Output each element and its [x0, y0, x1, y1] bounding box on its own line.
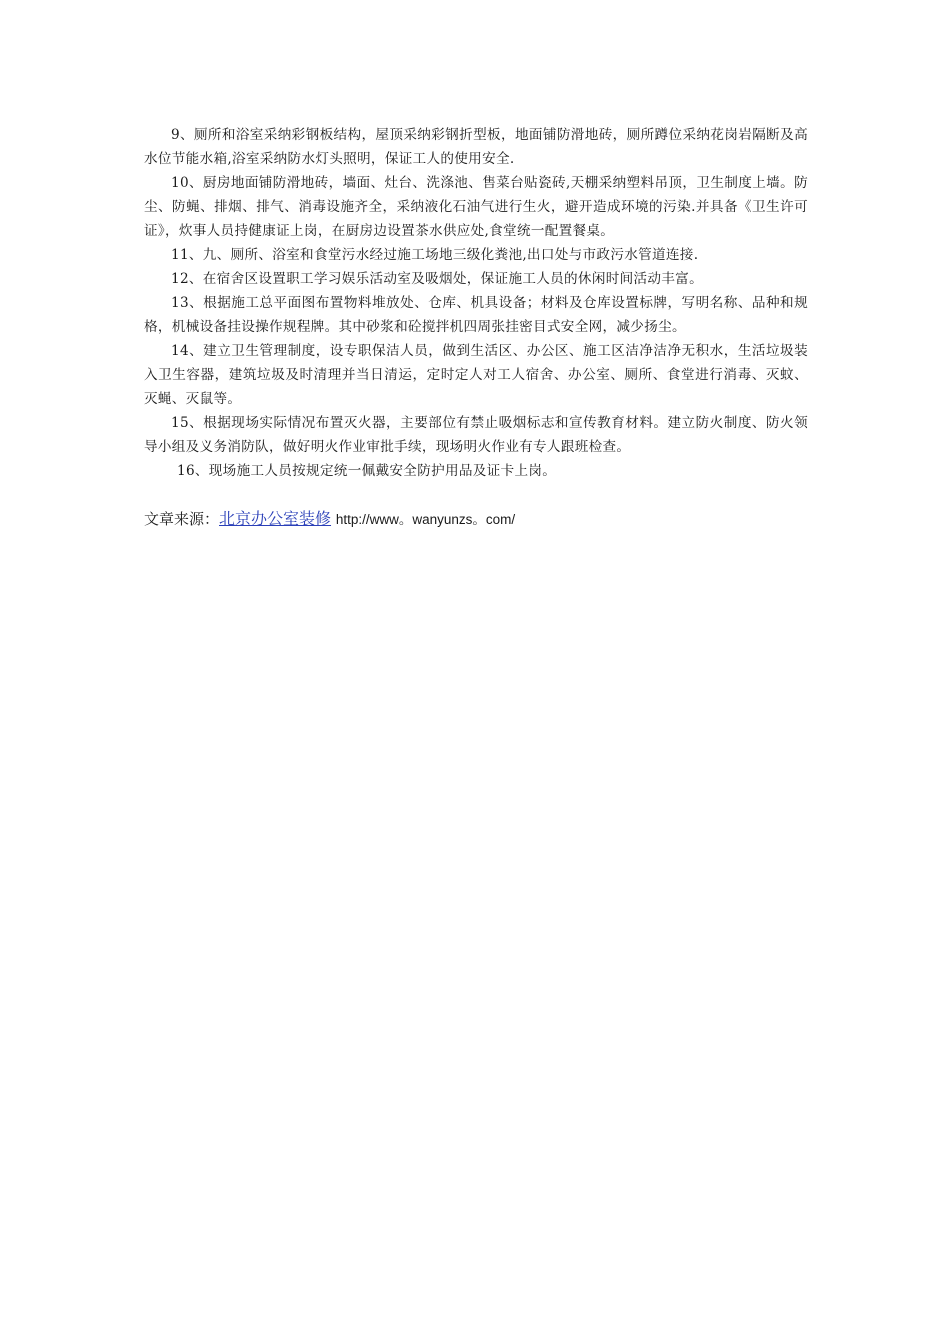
source-url: http://www。wanyunzs。com/ — [335, 512, 516, 527]
paragraph-11: 11、九、厕所、浴室和食堂污水经过施工场地三级化粪池,出口处与市政污水管道连接. — [171, 247, 699, 263]
paragraph-9: 9、厕所和浴室采纳彩钢板结构，屋顶采纳彩钢折型板，地面铺防滑地砖，厕所蹲位采纳花岗岩隔断及高水位节能水箱,浴室采纳防水灯头照明，保证工人的使用安全. — [144, 127, 808, 167]
source-link[interactable]: 北京办公室装修 — [219, 509, 332, 528]
paragraph-15: 15、根据现场实际情况布置灭火器，主要部位有禁止吸烟标志和宣传教育材料。建立防火制度、防火领导小组及义务消防队，做好明火作业审批手续，现场明火作业有专人跟班检查。 — [144, 415, 808, 455]
paragraph-12: 12、在宿舍区设置职工学习娱乐活动室及吸烟处，保证施工人员的休闲时间活动丰富。 — [171, 271, 703, 287]
paragraph-10: 10、厨房地面铺防滑地砖，墙面、灶台、洗涤池、售菜台贴瓷砖,天棚采纳塑料吊顶，卫生制度上墙。防尘、防蝇、排烟、排气、消毒设施齐全，采纳液化石油气进行生火，避开造成环境的污染.并具备《卫生许可证》，炊事人员持健康证上岗，在厨房边设置茶水供应处,食堂统一配置餐桌。 — [144, 175, 808, 239]
paragraph-14: 14、建立卫生管理制度，设专职保洁人员，做到生活区、办公区、施工区洁净洁净无积水，生活垃圾装入卫生容器，建筑垃圾及时清理并当日清运，定时定人对工人宿舍、办公室、厕所、食堂进行消毒、灭蚊、灭蝇、灭鼠等。 — [144, 343, 808, 407]
paragraph-13: 13、根据施工总平面图布置物料堆放处、仓库、机具设备；材料及仓库设置标牌，写明名称、品种和规格，机械设备挂设操作规程牌。其中砂浆和砼搅拌机四周张挂密目式安全网，减少扬尘。 — [144, 295, 808, 335]
source-label: 文章来源： — [144, 510, 220, 528]
paragraph-16: 16、现场施工人员按规定统一佩戴安全防护用品及证卡上岗。 — [177, 463, 557, 479]
document-body — [144, 123, 808, 532]
article-source — [144, 507, 808, 532]
